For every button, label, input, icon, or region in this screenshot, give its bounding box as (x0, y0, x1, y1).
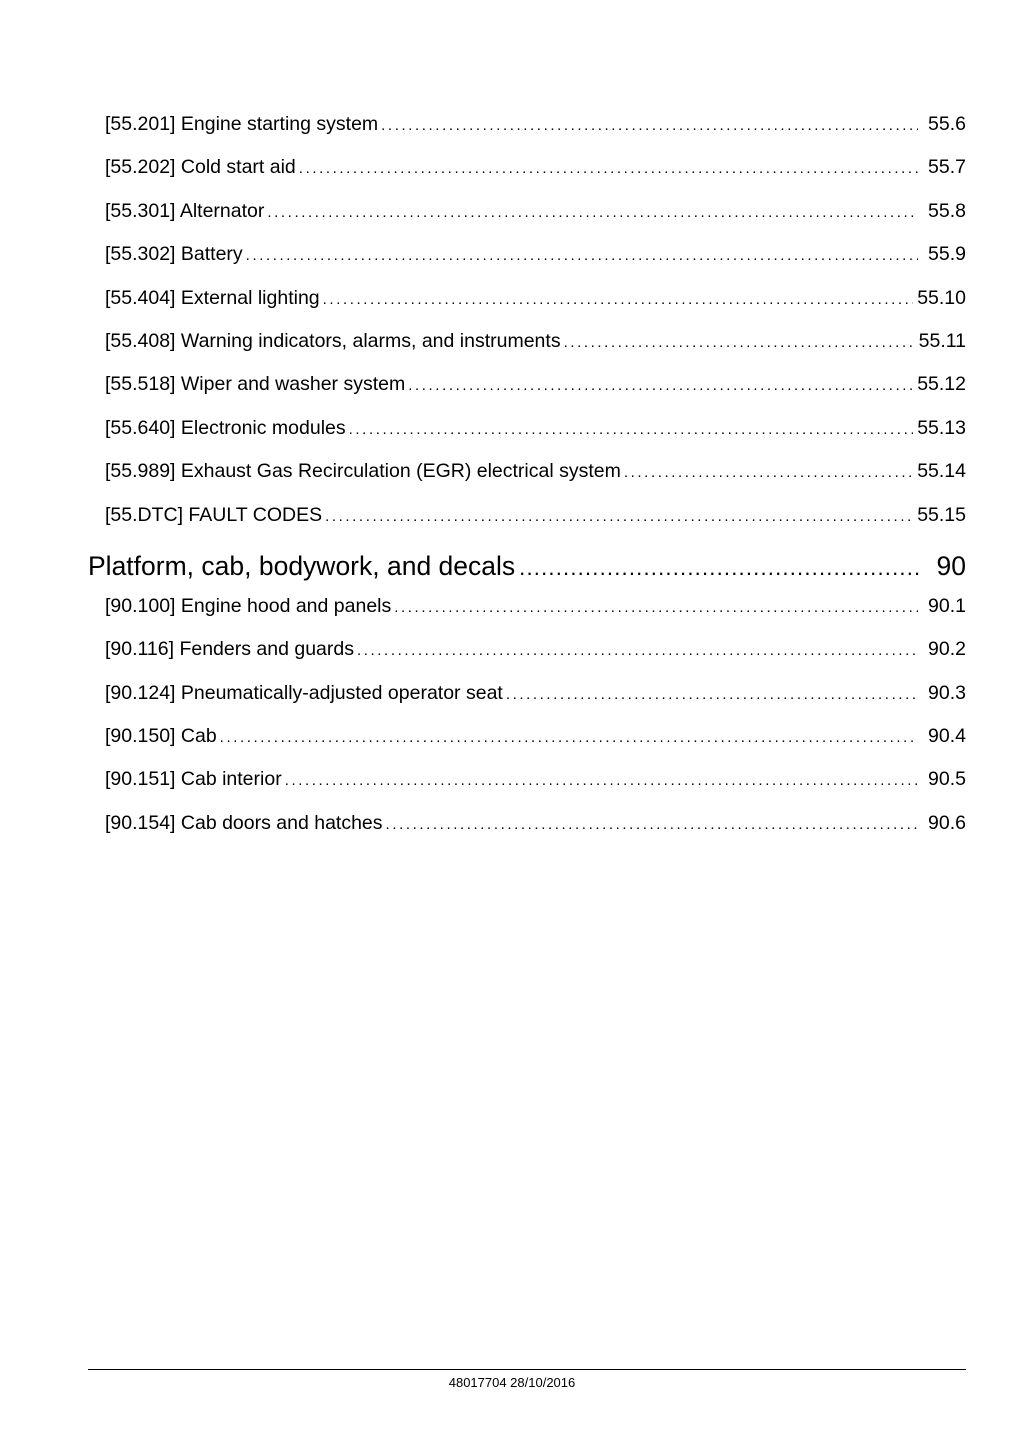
toc-entry-90-151[interactable] (105, 767, 966, 810)
toc-entry-label: [55.989] Exhaust Gas Recirculation (EGR) electrical system (105, 460, 621, 483)
toc-entry-label: [90.100] Engine hood and panels (105, 594, 392, 617)
dot-leader (394, 596, 918, 620)
dot-leader (349, 418, 914, 442)
toc-entry-55-640[interactable] (105, 416, 966, 459)
toc-entry-90-150[interactable] (105, 724, 966, 767)
toc-entry-page: 90.6 (928, 811, 966, 834)
toc-entry-55-408[interactable] (105, 329, 966, 372)
dot-leader (519, 551, 922, 585)
toc-entry-page: 55.11 (918, 329, 966, 352)
toc-entry-page: 55.6 (928, 113, 966, 135)
toc-entry-label: [90.124] Pneumatically-adjusted operator seat (105, 681, 503, 704)
toc-entry-55-202[interactable] (105, 155, 966, 198)
dot-leader (357, 639, 918, 663)
toc-entry-label: [55.404] External lighting (105, 286, 320, 309)
dot-leader (325, 505, 913, 529)
toc-entry-55-404[interactable] (105, 286, 966, 329)
toc-entry-page: 55.9 (928, 243, 966, 266)
toc-entry-55-302[interactable] (105, 242, 966, 285)
toc-entry-90-124[interactable] (105, 681, 966, 724)
toc-entry-label: [55.DTC] FAULT CODES (105, 503, 323, 526)
toc-entry-page: 90.3 (928, 681, 966, 704)
toc-entry-label: [55.302] Battery (105, 243, 243, 266)
toc-entry-label: [55.408] Warning indicators, alarms, and instruments (105, 329, 561, 352)
toc-entry-page: 90.1 (928, 594, 966, 617)
dot-leader (624, 461, 913, 485)
toc-entry-label: [90.154] Cab doors and hatches (105, 811, 383, 834)
dot-leader (386, 813, 918, 837)
toc-entry-page: 90.5 (928, 768, 966, 791)
dot-leader (381, 114, 918, 138)
dot-leader (246, 244, 918, 268)
toc-entry-page: 55.14 (917, 460, 966, 483)
toc-entry-page: 55.7 (928, 156, 966, 179)
dot-leader (220, 726, 918, 750)
toc-entry-page: 55.12 (917, 373, 966, 396)
dot-leader (299, 157, 918, 181)
section-page: 90 (936, 550, 966, 581)
toc-entry-label: [55.640] Electronic modules (105, 416, 346, 439)
toc-entry-label: [90.151] Cab interior (105, 768, 282, 791)
toc-entry-90-100[interactable] (105, 594, 966, 637)
toc-entry-page: 55.13 (917, 416, 966, 439)
toc-entry-55-518[interactable] (105, 372, 966, 415)
dot-leader (408, 374, 913, 398)
toc-entry-page: 90.2 (928, 638, 966, 661)
toc-entry-55-301[interactable] (105, 199, 966, 242)
toc-entry-page: 55.8 (928, 199, 966, 222)
toc-entry-55-201[interactable] (105, 112, 966, 155)
dot-leader (323, 288, 914, 312)
table-of-contents (88, 112, 966, 854)
toc-entry-label: [90.150] Cab (105, 725, 217, 748)
toc-entry-90-116[interactable] (105, 637, 966, 680)
footer-document-id: 48017704 28/10/2016 (448, 1375, 576, 1390)
dot-leader (267, 201, 918, 225)
toc-section-heading[interactable] (88, 549, 966, 597)
toc-entry-label: [55.202] Cold start aid (105, 156, 296, 179)
toc-entry-label: [90.116] Fenders and guards (105, 638, 354, 661)
dot-leader (564, 331, 915, 355)
toc-entry-90-154[interactable] (105, 811, 966, 854)
toc-entry-page: 55.10 (917, 286, 966, 309)
toc-entry-page: 55.15 (917, 503, 966, 526)
footer-divider (88, 1369, 966, 1370)
toc-entry-page: 90.4 (928, 725, 966, 748)
toc-entry-55-dtc[interactable] (105, 503, 966, 546)
toc-entry-label: [55.518] Wiper and washer system (105, 373, 406, 396)
toc-entry-55-989[interactable] (105, 459, 966, 502)
section-title: Platform, cab, bodywork, and decals (88, 550, 516, 581)
dot-leader (285, 769, 918, 793)
toc-entry-label: [55.301] Alternator (105, 199, 265, 222)
toc-entry-label: [55.201] Engine starting system (105, 113, 379, 135)
dot-leader (506, 683, 918, 707)
